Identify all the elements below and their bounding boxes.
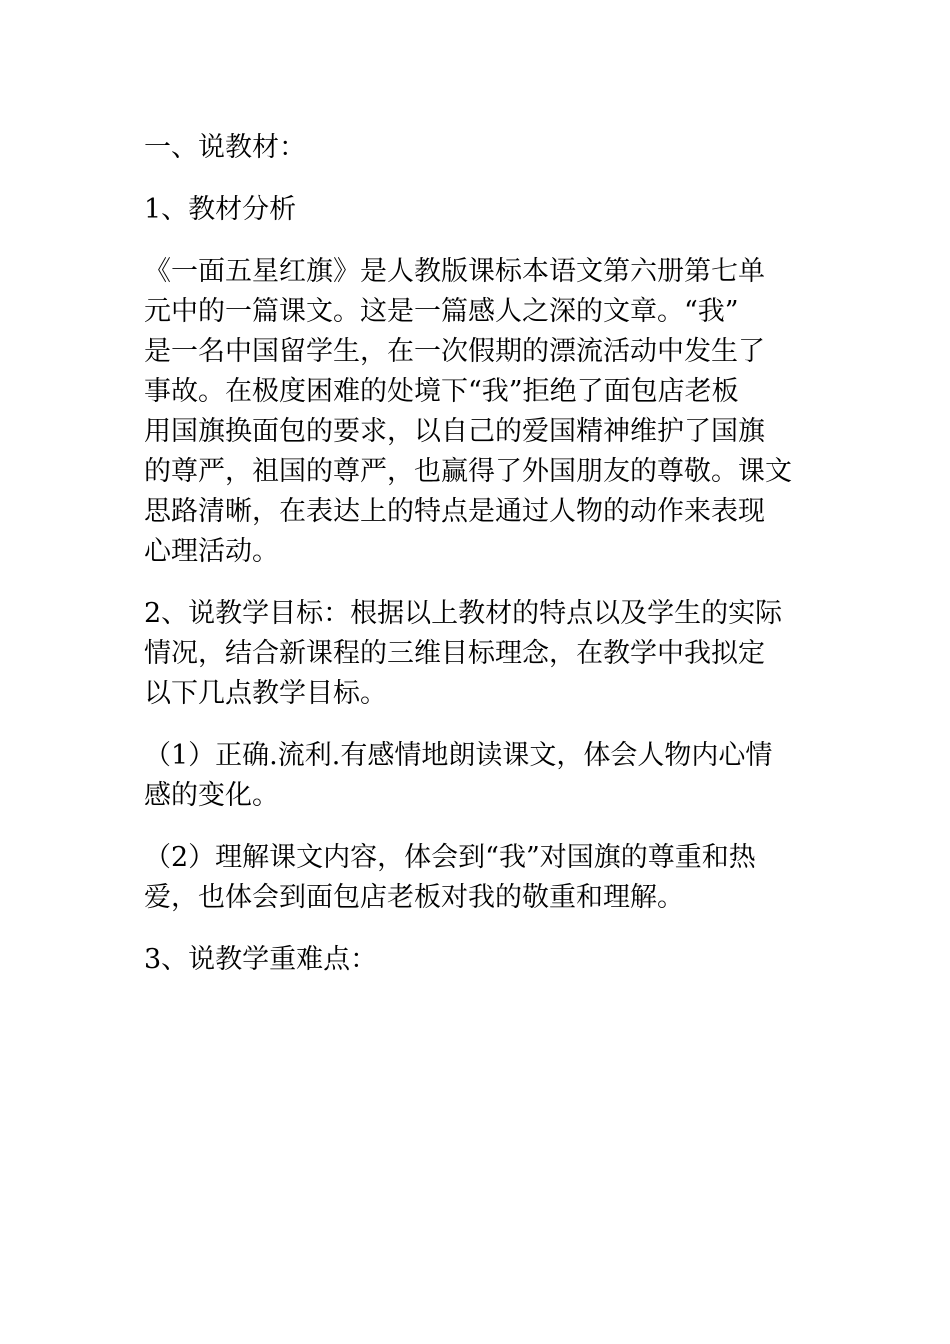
paragraph-line: 是一名中国留学生，在一次假期的漂流活动中发生了 — [144, 336, 765, 367]
document-page — [144, 128, 814, 1002]
goal-item-1 — [144, 736, 814, 816]
paragraph-line: 思路清晰，在表达上的特点是通过人物的动作来表现 — [144, 496, 765, 527]
paragraph-line: 元中的一篇课文。这是一篇感人之深的文章。“我” — [144, 296, 739, 327]
paragraph-line: 用国旗换面包的要求，以自己的爱国精神维护了国旗 — [144, 416, 765, 447]
goal-item-2 — [144, 838, 814, 918]
teaching-goals-paragraph — [144, 594, 814, 714]
paragraph-line: 的尊严，祖国的尊严，也赢得了外国朋友的尊敬。课文 — [144, 456, 792, 487]
section-heading: 一、说教材： — [144, 132, 306, 163]
key-difficulties-heading: 3、说教学重难点： — [144, 944, 378, 975]
paragraph-line: 2、说教学目标：根据以上教材的特点以及学生的实际 — [144, 598, 783, 629]
paragraph-line: 以下几点教学目标。 — [144, 678, 387, 709]
paragraph-line: 《一面五星红旗》是人教版课标本语文第六册第七单 — [144, 256, 765, 287]
paragraph-line: （2）理解课文内容，体会到“我”对国旗的尊重和热 — [144, 842, 756, 873]
paragraph-line: 感的变化。 — [144, 780, 279, 811]
material-analysis-heading: 1、教材分析 — [144, 194, 297, 225]
paragraph-line: （1）正确.流利.有感情地朗读课文，体会人物内心情 — [144, 740, 773, 771]
paragraph-line: 事故。在极度困难的处境下“我”拒绝了面包店老板 — [144, 376, 739, 407]
material-analysis-paragraph — [144, 252, 814, 572]
paragraph-line: 心理活动。 — [144, 536, 279, 567]
paragraph-line: 爱，也体会到面包店老板对我的敬重和理解。 — [144, 882, 684, 913]
paragraph-line: 情况，结合新课程的三维目标理念，在教学中我拟定 — [144, 638, 765, 669]
